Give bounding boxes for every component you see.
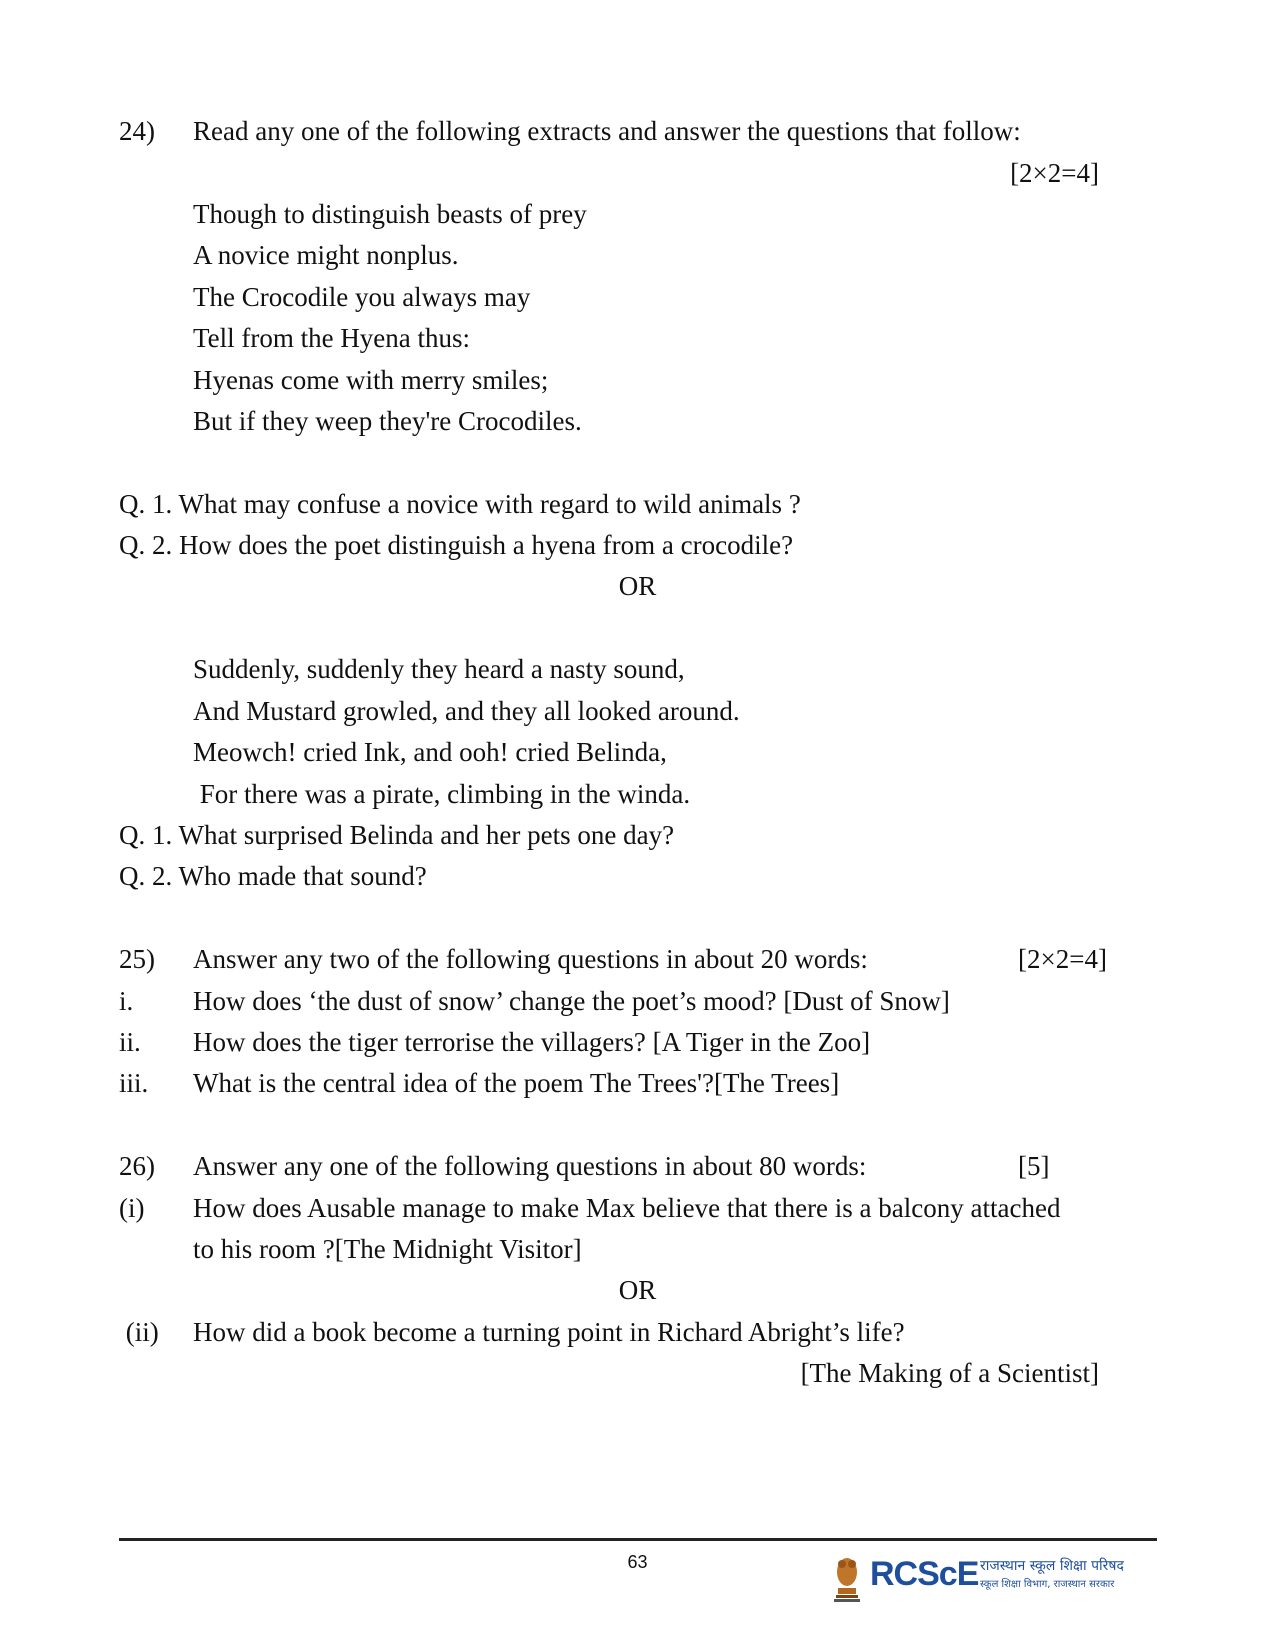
q25-item-number: ii. (119, 1027, 141, 1057)
q24-sub-question-2b: Q. 2. Who made that sound? (119, 861, 427, 891)
poem1-line: Hyenas come with merry smiles; (193, 365, 549, 395)
q25-item-number: iii. (119, 1068, 149, 1098)
q24-or-divider: OR (618, 571, 657, 601)
q25-item-text: What is the central idea of the poem The Trees'?[The Trees] (193, 1068, 840, 1098)
poem1-line: Tell from the Hyena thus: (193, 323, 471, 353)
q26-or-divider: OR (618, 1275, 657, 1305)
q25-instruction: Answer any two of the following questions in about 20 words: (193, 944, 868, 974)
q25-item-text: How does the tiger terrorise the villagers? [A Tiger in the Zoo] (193, 1027, 871, 1057)
q26-option-ii-source: [The Making of a Scientist] (800, 1358, 1099, 1388)
footer-rule (119, 1538, 1157, 1541)
q25-item-text: How does ‘the dust of snow’ change the poet’s mood? [Dust of Snow] (193, 986, 950, 1016)
q24-sub-question-1a: Q. 1. What may confuse a novice with regard to wild animals ? (119, 489, 801, 519)
q26-instruction: Answer any one of the following questions in about 80 words: (193, 1151, 867, 1181)
poem2-line: Suddenly, suddenly they heard a nasty sound, (193, 654, 685, 684)
poem1-line: The Crocodile you always may (193, 282, 531, 312)
q24-number: 24) (119, 116, 155, 146)
q26-option-i-number: (i) (119, 1193, 145, 1223)
q26-option-ii-number: (ii) (119, 1317, 159, 1347)
q25-item-number: i. (119, 986, 134, 1016)
q24-sub-question-2a: Q. 2. How does the poet distinguish a hyena from a crocodile? (119, 530, 794, 560)
poem1-line: Though to distinguish beasts of prey (193, 199, 587, 229)
q24-marks: [2×2=4] (1010, 158, 1099, 188)
poem1-line: But if they weep they're Crocodiles. (193, 406, 582, 436)
q26-number: 26) (119, 1151, 155, 1181)
q26-marks: [5] (1018, 1151, 1050, 1181)
ashoka-emblem-icon (830, 1552, 864, 1604)
q24-instruction: Read any one of the following extracts and answer the questions that follow: (193, 116, 1021, 146)
poem2-line: And Mustard growled, and they all looked around. (193, 696, 740, 726)
poem1-line: A novice might nonplus. (193, 240, 459, 270)
q24-sub-question-1b: Q. 1. What surprised Belinda and her pets one day? (119, 820, 675, 850)
rcsce-logo (830, 1552, 1160, 1604)
q26-option-i-text-cont: to his room ?[The Midnight Visitor] (193, 1234, 582, 1264)
rcsce-logo-text: RCScE (870, 1555, 979, 1593)
logo-hindi-subtitle: स्कूल शिक्षा विभाग, राजस्थान सरकार (980, 1579, 1115, 1590)
poem2-line: For there was a pirate, climbing in the winda. (193, 779, 691, 809)
q25-marks: [2×2=4] (1018, 944, 1107, 974)
page-number: 63 (627, 1552, 648, 1572)
poem2-line: Meowch! cried Ink, and ooh! cried Belinda, (193, 737, 667, 767)
logo-hindi-title: राजस्थान स्कूल शिक्षा परिषद (980, 1558, 1124, 1574)
q26-option-ii-text: How did a book become a turning point in Richard Abright’s life? (193, 1317, 905, 1347)
q26-option-i-text: How does Ausable manage to make Max believe that there is a balcony attached (193, 1193, 1061, 1223)
q25-number: 25) (119, 944, 155, 974)
